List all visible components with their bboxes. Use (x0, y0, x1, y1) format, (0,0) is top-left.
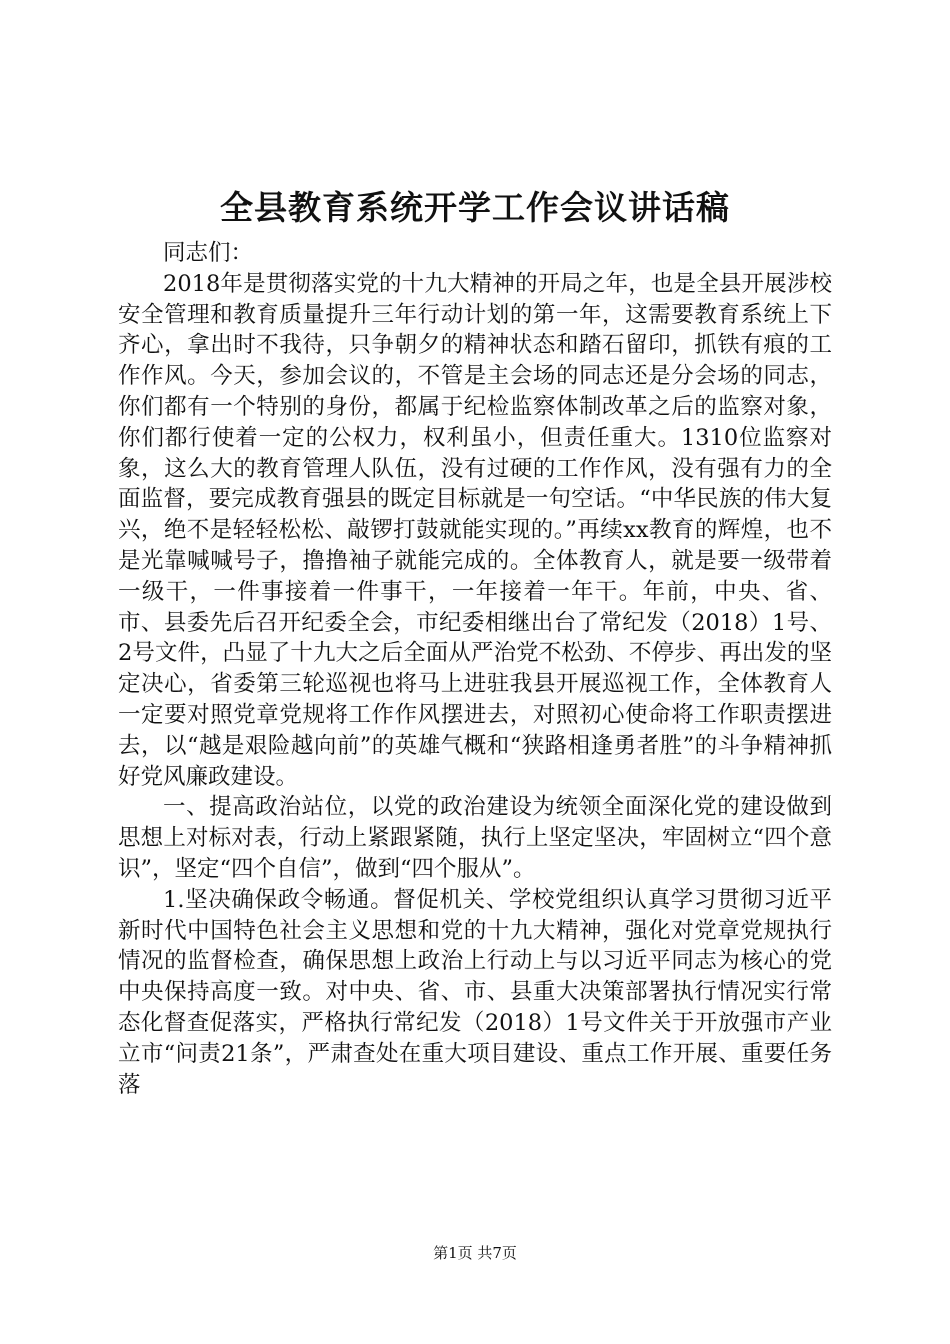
document-body (118, 238, 832, 1100)
paragraph-section-1: 一、提高政治站位，以党的政治建设为统领全面深化党的建设做到思想上对标对表，行动上紧跟紧随，执行上坚定坚决，牢固树立“四个意识”，坚定“四个自信”，做到“四个服从”。 (118, 794, 832, 882)
paragraph-intro: 2018年是贯彻落实党的十九大精神的开局之年，也是全县开展涉校安全管理和教育质量提升三年行动计划的第一年，这需要教育系统上下齐心，拿出时不我待，只争朝夕的精神状态和踏石留印，抓铁有痕的工作作风。今天，参加会议的，不管是主会场的同志还是分会场的同志，你们都有一个特别的身份，都属于纪检监察体制改革之后的监察对象，你们都行使着一定的公权力，权利虽小，但责任重大。1310位监察对象，这么大的教育管理人队伍，没有过硬的工作作风，没有强有力的全面监督，要完成教育强县的既定目标就是一句空话。“中华民族的伟大复兴，绝不是轻轻松松、敲锣打鼓就能实现的。”再续xx教育的辉煌，也不是光靠喊喊号子，撸撸袖子就能完成的。全体教育人，就是要一级带着一级干，一件事接着一件事干，一年接着一年干。年前，中央、省、市、县委先后召开纪委全会，市纪委相继出台了常纪发（2018）1号、2号文件，凸显了十九大之后全面从严治党不松劲、不停步、再出发的坚定决心，省委第三轮巡视也将马上进驻我县开展巡视工作，全体教育人一定要对照党章党规将工作作风摆进去，对照初心使命将工作职责摆进去，以“越是艰险越向前”的英雄气概和“狭路相逢勇者胜”的斗争精神抓好党风廉政建设。 (118, 270, 832, 790)
document-title: 全县教育系统开学工作会议讲话稿 (220, 188, 730, 227)
page-footer: 第1页 共7页 (433, 1244, 517, 1262)
paragraph-item-1: 1.坚决确保政令畅通。督促机关、学校党组织认真学习贯彻习近平新时代中国特色社会主义思想和党的十九大精神，强化对党章党规执行情况的监督检查，确保思想上政治上行动上与以习近平同志为核心的党中央保持高度一致。对中央、省、市、县重大决策部署执行情况实行常态化督查促落实，严格执行常纪发（2018）1号文件关于开放强市产业立市“问责21条”，严肃查处在重大项目建设、重点工作开展、重要任务落 (118, 886, 832, 1098)
salutation: 同志们： (163, 240, 254, 266)
